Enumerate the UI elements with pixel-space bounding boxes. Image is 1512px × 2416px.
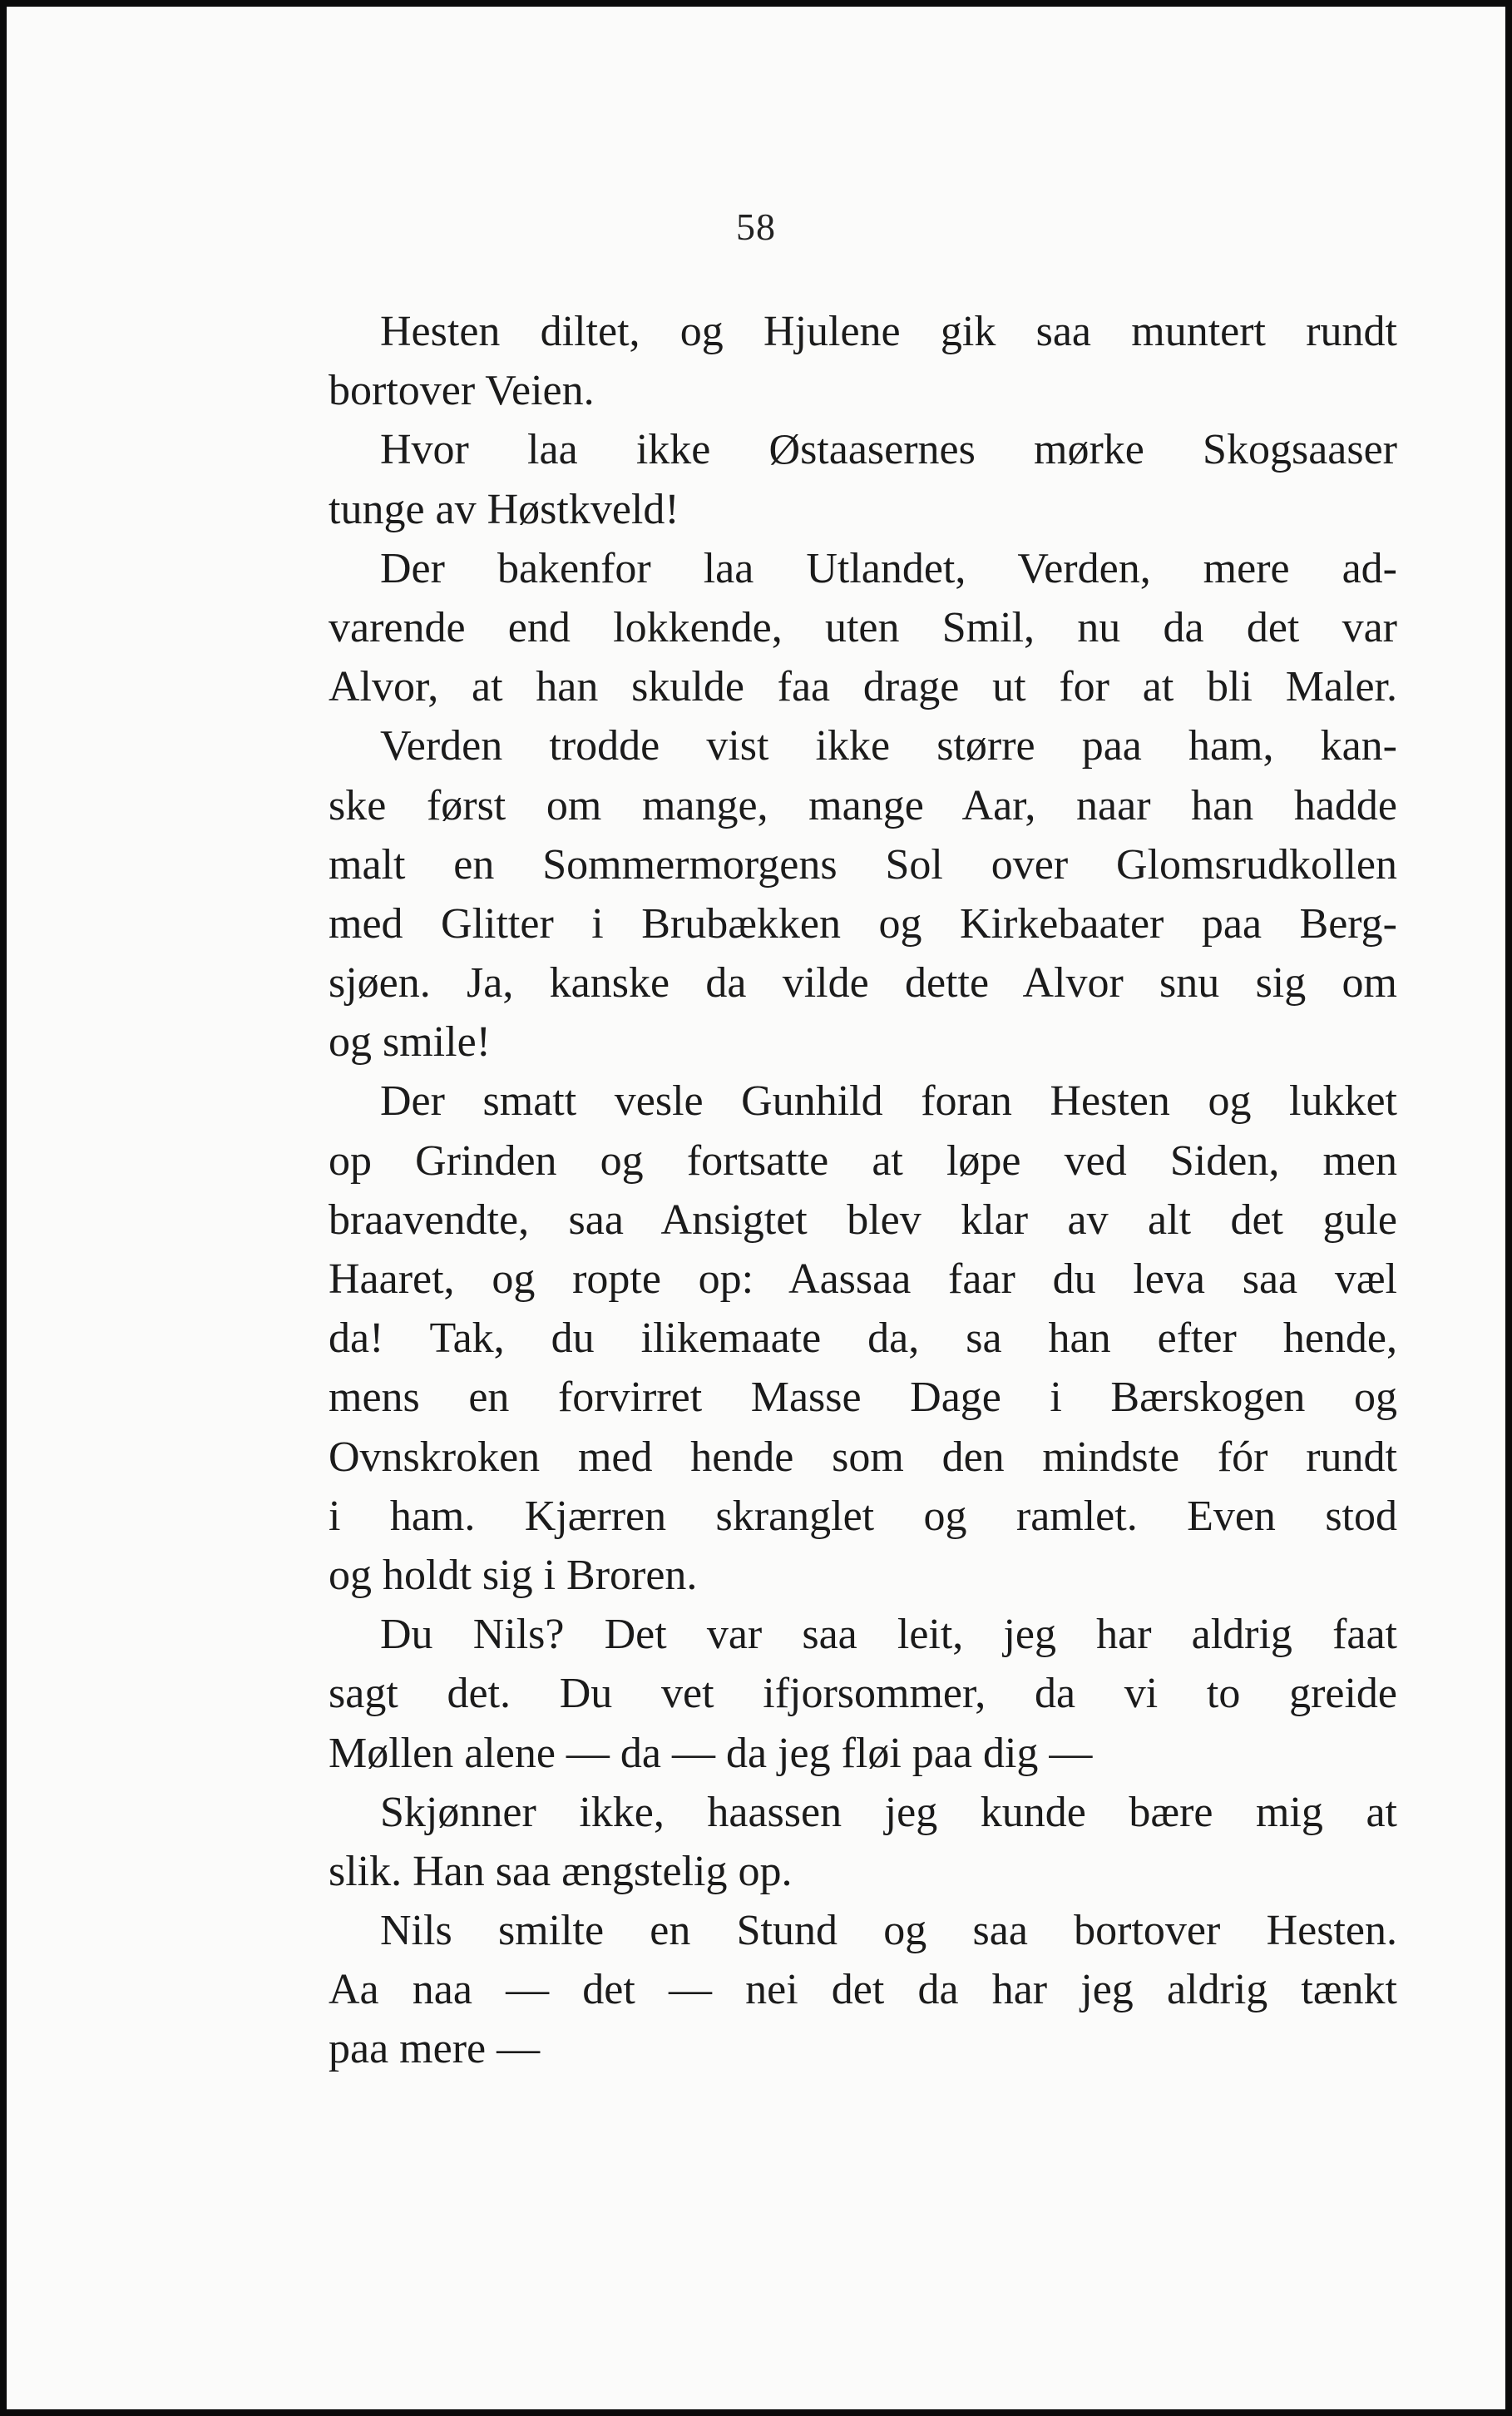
text-line: bortover Veien. [329,367,595,415]
text-line: Verden trodde vist ikke større paa ham, kan- [380,722,1397,770]
text-line: Ovnskroken med hende som den mindste fór rundt [329,1433,1397,1481]
text-line: Møllen alene — da — da jeg fløi paa dig — [329,1729,1093,1777]
text-line: Du Nils? Det var saa leit, jeg har aldrig faat [380,1611,1397,1659]
text-line: i ham. Kjærren skranglet og ramlet. Even stod [329,1492,1397,1540]
text-line: og holdt sig i Broren. [329,1551,698,1599]
text-line: Hvor laa ikke Østaasernes mørke Skogsaaser [380,426,1397,474]
text-line: da! Tak, du ilikemaate da, sa han efter hende, [329,1314,1397,1363]
text-line: sjøen. Ja, kanske da vilde dette Alvor snu sig om [329,959,1397,1007]
text-line: varende end lokkende, uten Smil, nu da det var [329,603,1397,651]
text-line: op Grinden og fortsatte at løpe ved Siden, men [329,1136,1397,1185]
book-page [7,7,1505,2409]
page-number: 58 [736,205,776,248]
text-line: Alvor, at han skulde faa drage ut for at bli Maler. [329,663,1397,711]
text-line: ske først om mange, mange Aar, naar han hadde [329,781,1397,829]
text-line: Der bakenfor laa Utlandet, Verden, mere ad- [380,544,1397,592]
text-line: Aa naa — det — nei det da har jeg aldrig tænkt [329,1966,1397,2014]
text-line: mens en forvirret Masse Dage i Bærskogen og [329,1374,1397,1422]
text-line: Skjønner ikke, haassen jeg kunde bære mig at [380,1788,1397,1836]
text-line: Haaret, og ropte op: Aassaa faar du leva saa væl [329,1255,1397,1303]
text-line: malt en Sommermorgens Sol over Glomsrudkollen [329,840,1397,889]
body-text [329,302,1397,2079]
text-line: og smile! [329,1018,491,1067]
text-line: Nils smilte en Stund og saa bortover Hesten. [380,1907,1397,1955]
text-line: sagt det. Du vet ifjorsommer, da vi to greide [329,1670,1397,1718]
text-line: slik. Han saa ængstelig op. [329,1847,793,1895]
text-line: Hesten diltet, og Hjulene gik saa muntert rundt [380,308,1397,355]
text-line: tunge av Høstkveld! [329,485,679,533]
text-line: paa mere — [329,2025,541,2073]
text-line: med Glitter i Brubækken og Kirkebaater paa Berg- [329,899,1397,948]
text-line: braavendte, saa Ansigtet blev klar av alt det gule [329,1196,1397,1244]
text-line: Der smatt vesle Gunhild foran Hesten og lukket [380,1077,1397,1126]
